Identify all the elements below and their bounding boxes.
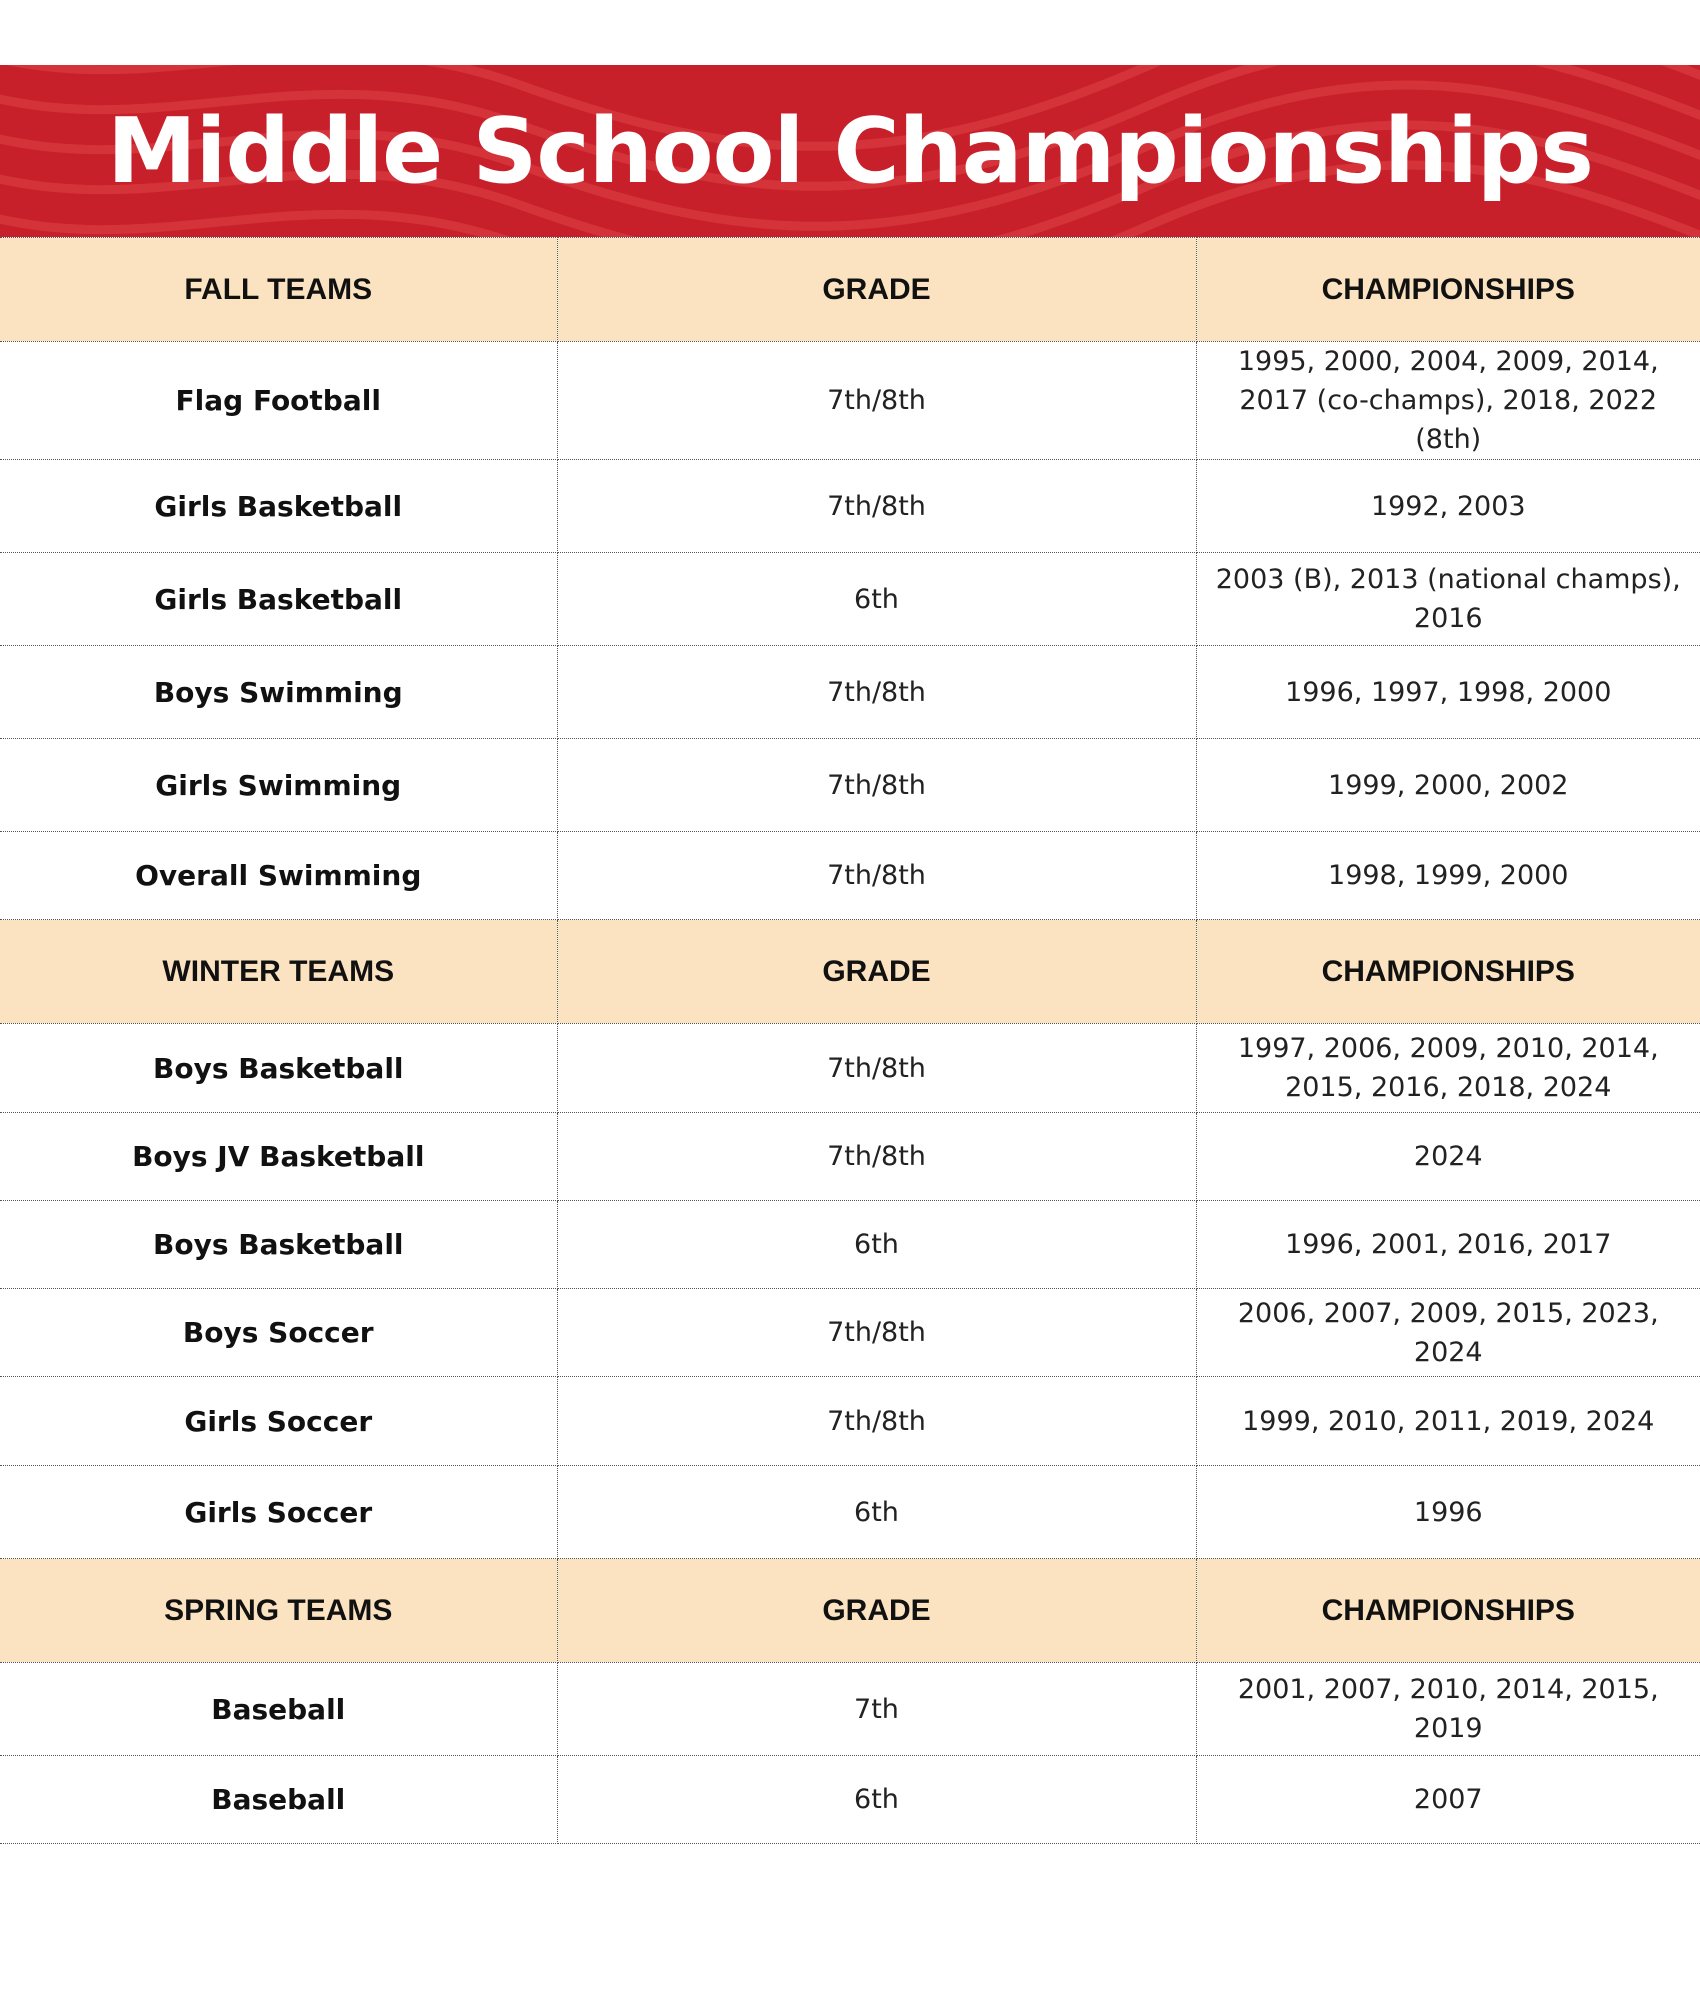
championship-years: 1996, 1997, 1998, 2000 [1196,646,1700,739]
championships-table [0,237,1700,1844]
team-name: Boys Soccer [0,1289,557,1377]
team-name: Boys Basketball [0,1201,557,1289]
grade-value: 7th/8th [557,1024,1196,1113]
championship-years: 1992, 2003 [1196,460,1700,553]
page-title: Middle School Championships [107,98,1593,204]
grade-value: 7th/8th [557,1113,1196,1201]
championship-years: 1996, 2001, 2016, 2017 [1196,1201,1700,1289]
table-row [0,1377,1700,1466]
championship-years: 1999, 2000, 2002 [1196,739,1700,832]
table-row [0,1113,1700,1201]
championship-years: 1996 [1196,1466,1700,1559]
header-grade: GRADE [557,238,1196,342]
team-name: Girls Basketball [0,460,557,553]
grade-value: 6th [557,553,1196,646]
grade-value: 7th/8th [557,1289,1196,1377]
team-name: Baseball [0,1756,557,1844]
team-name: Girls Soccer [0,1466,557,1559]
header-championships: CHAMPIONSHIPS [1196,920,1700,1024]
header-grade: GRADE [557,920,1196,1024]
table-row [0,1663,1700,1756]
table-row [0,739,1700,832]
championship-years: 1997, 2006, 2009, 2010, 2014, 2015, 2016, 2018, 2024 [1196,1024,1700,1113]
championship-years: 2007 [1196,1756,1700,1844]
grade-value: 7th/8th [557,342,1196,460]
grade-value: 6th [557,1466,1196,1559]
championship-years: 2006, 2007, 2009, 2015, 2023, 2024 [1196,1289,1700,1377]
team-name: Girls Swimming [0,739,557,832]
header-championships: CHAMPIONSHIPS [1196,238,1700,342]
table-row [0,1756,1700,1844]
grade-value: 7th/8th [557,646,1196,739]
championship-years: 1998, 1999, 2000 [1196,832,1700,920]
championship-years: 1999, 2010, 2011, 2019, 2024 [1196,1377,1700,1466]
table-row [0,460,1700,553]
table-row [0,1201,1700,1289]
table-row [0,1466,1700,1559]
grade-value: 7th/8th [557,460,1196,553]
championship-years: 1995, 2000, 2004, 2009, 2014, 2017 (co-champs), 2018, 2022 (8th) [1196,342,1700,460]
table-row [0,832,1700,920]
grade-value: 7th/8th [557,739,1196,832]
championship-years: 2001, 2007, 2010, 2014, 2015, 2019 [1196,1663,1700,1756]
header-team: SPRING TEAMS [0,1559,557,1663]
table-row [0,1289,1700,1377]
section-header-spring [0,1559,1700,1663]
team-name: Boys Swimming [0,646,557,739]
header-team: WINTER TEAMS [0,920,557,1024]
section-header-fall [0,238,1700,342]
section-header-winter [0,920,1700,1024]
header-grade: GRADE [557,1559,1196,1663]
team-name: Flag Football [0,342,557,460]
table-row [0,553,1700,646]
grade-value: 7th/8th [557,1377,1196,1466]
championship-years: 2024 [1196,1113,1700,1201]
team-name: Girls Soccer [0,1377,557,1466]
team-name: Overall Swimming [0,832,557,920]
grade-value: 6th [557,1201,1196,1289]
team-name: Baseball [0,1663,557,1756]
team-name: Girls Basketball [0,553,557,646]
header-championships: CHAMPIONSHIPS [1196,1559,1700,1663]
championship-years: 2003 (B), 2013 (national champs), 2016 [1196,553,1700,646]
header-team: FALL TEAMS [0,238,557,342]
table-row [0,646,1700,739]
team-name: Boys Basketball [0,1024,557,1113]
grade-value: 7th/8th [557,832,1196,920]
title-banner [0,65,1700,237]
table-row [0,342,1700,460]
grade-value: 7th [557,1663,1196,1756]
team-name: Boys JV Basketball [0,1113,557,1201]
grade-value: 6th [557,1756,1196,1844]
table-row [0,1024,1700,1113]
